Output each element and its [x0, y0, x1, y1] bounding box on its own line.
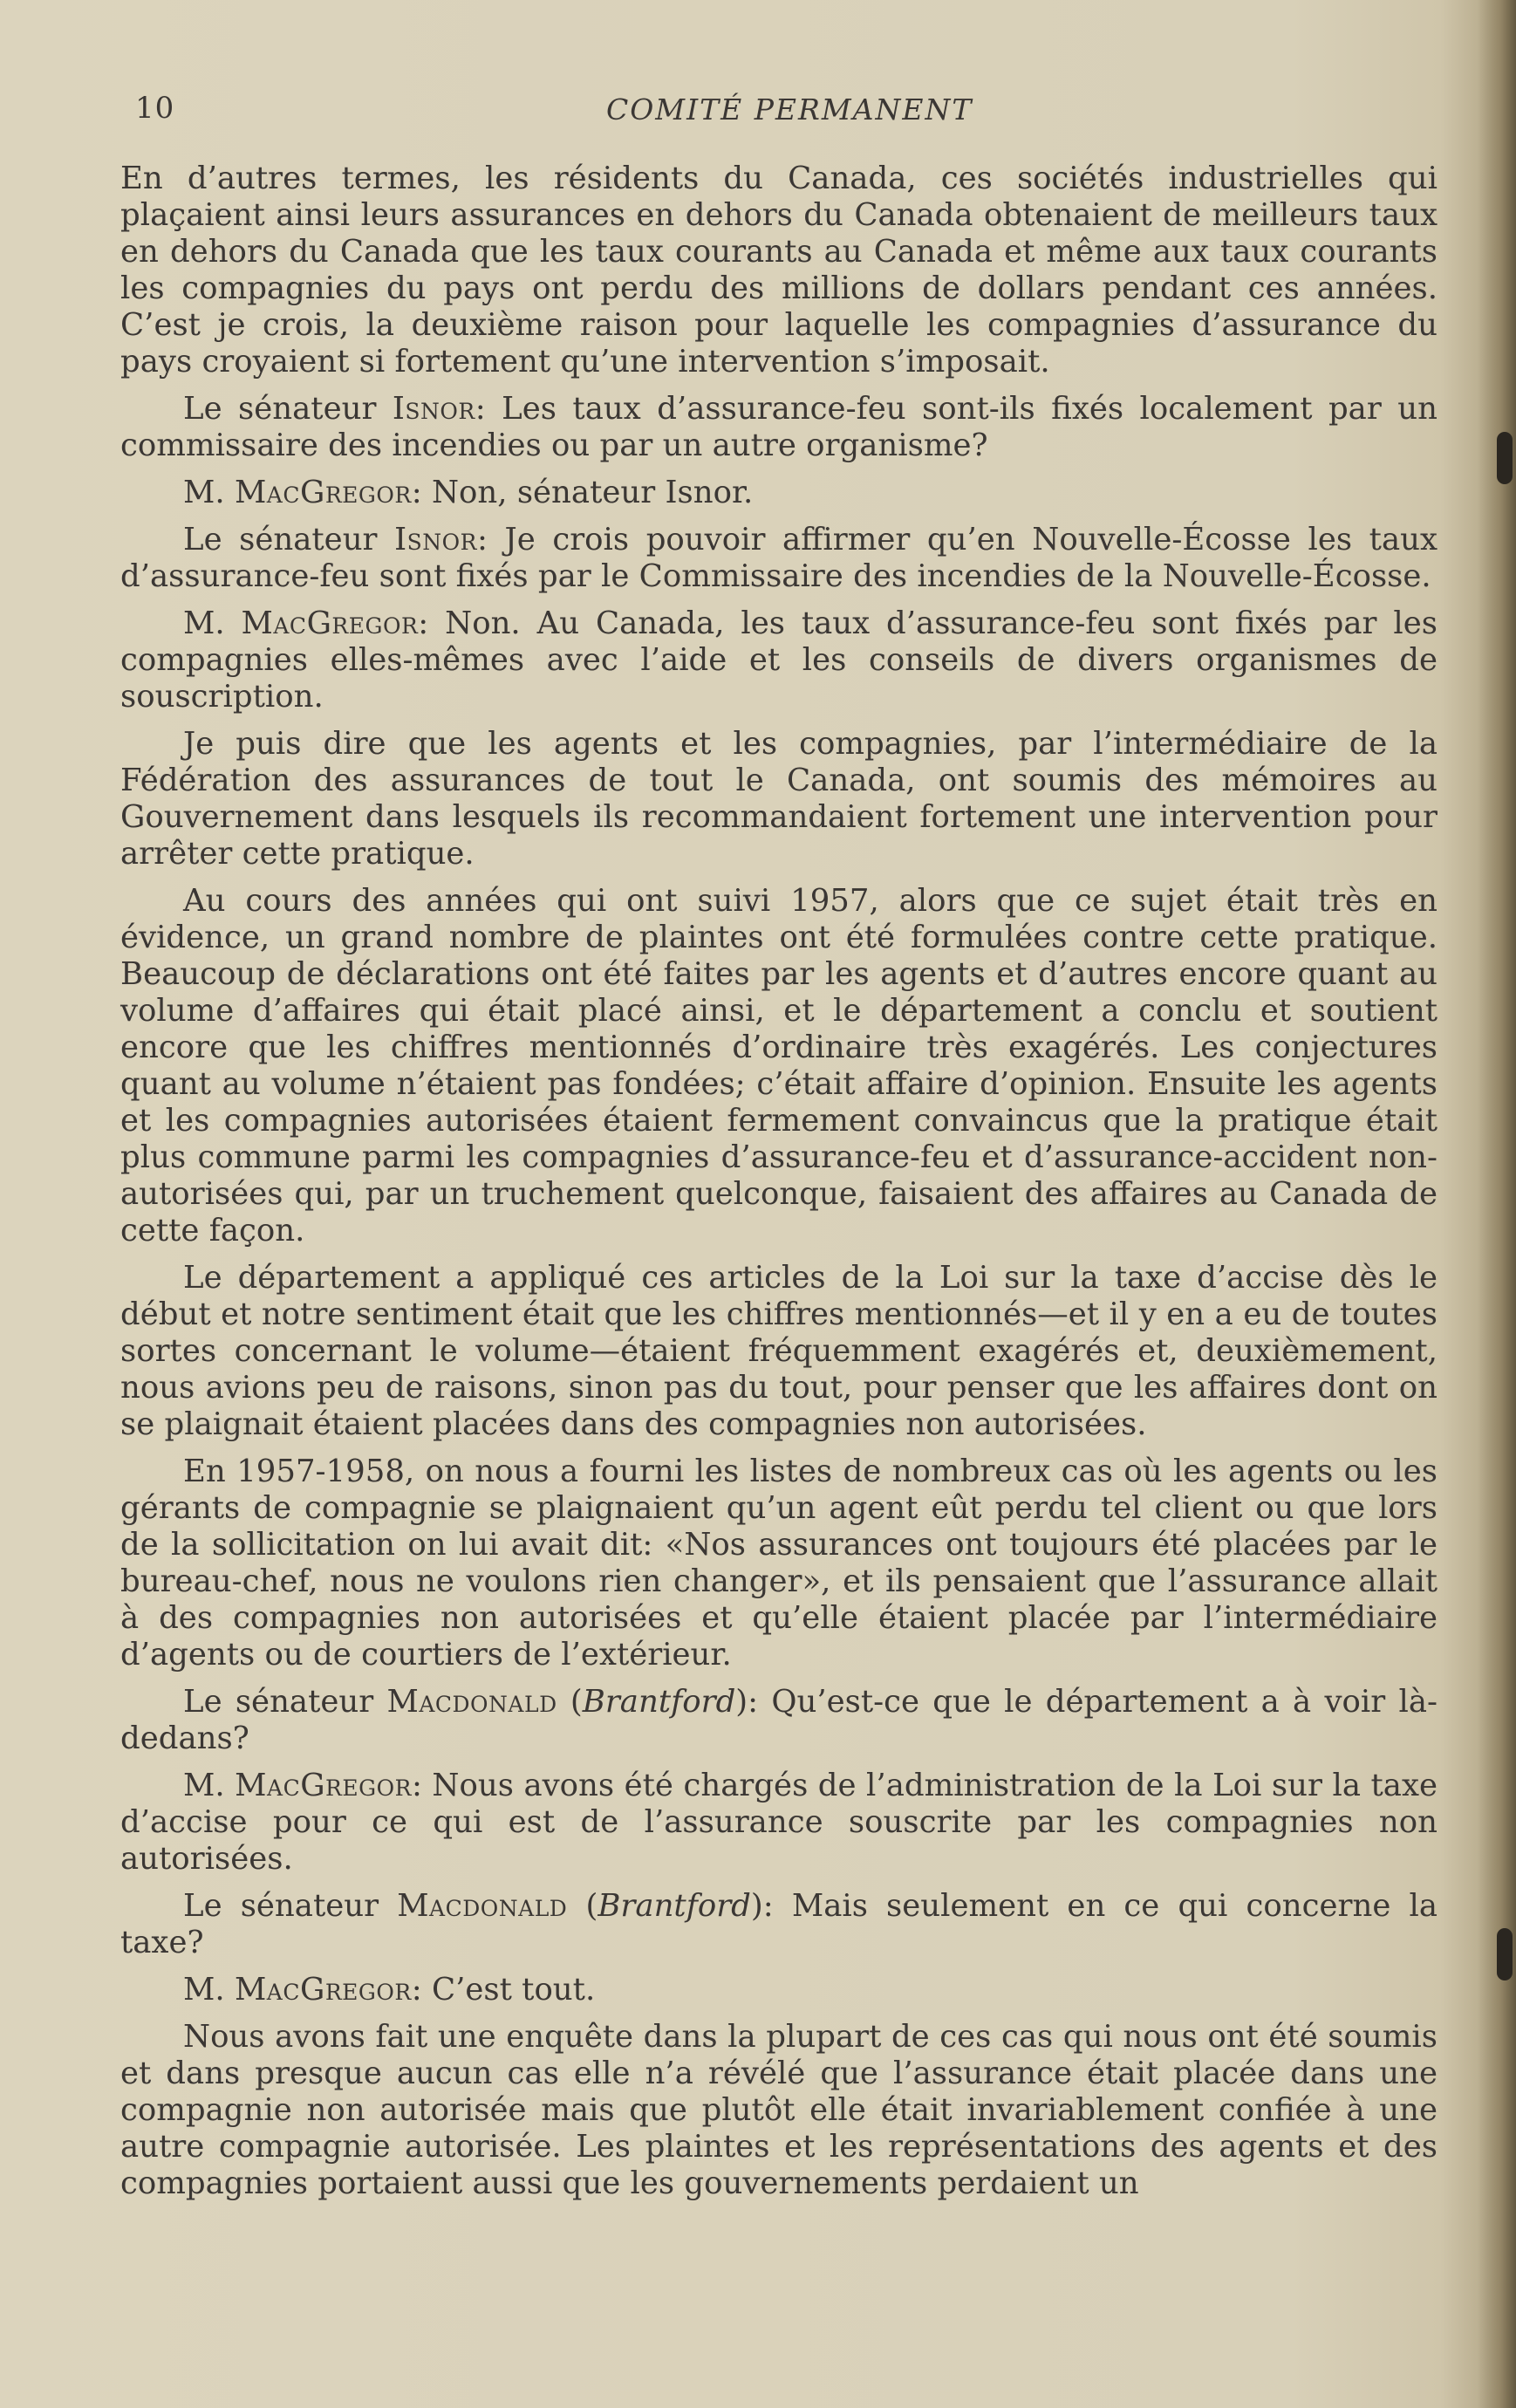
speaker-name: Isnor: [394, 522, 477, 558]
binding-hole: [1497, 432, 1513, 484]
dialogue-paragraph: Le sénateur Macdonald (Brantford): Mais seulement en ce qui concerne la taxe?: [120, 1888, 1437, 1960]
paragraph: Je puis dire que les agents et les compagnies, par l’intermédiaire de la Fédération des assurances de tout le Canada, ont soumis des mémoires au Gouvernement dans lesquels ils recommandaient fortement une intervention pour arrêter cette pratique.: [120, 726, 1437, 872]
paragraph: En d’autres termes, les résidents du Canada, ces sociétés industrielles qui plaçaient ainsi leurs assurances en dehors du Canada obtenaient de meilleurs taux en dehors du Canada que les taux courants au Canada et même aux taux courants les compagnies du pays ont perdu des millions de dollars pendant ces années. C’est je crois, la deuxième raison pour laquelle les compagnies d’assurance du pays croyaient si fortement qu’une intervention s’imposait.: [120, 161, 1437, 380]
speaker-title: Le sénateur: [183, 1888, 379, 1924]
speaker-title: Le sénateur: [183, 1684, 374, 1720]
spine-shadow: [1478, 0, 1516, 2408]
binding-hole: [1497, 1928, 1513, 1980]
speaker-riding: Brantford: [598, 1888, 751, 1924]
speaker-name: Isnor: [392, 391, 475, 427]
paragraph: En 1957-1958, on nous a fourni les listes de nombreux cas où les agents ou les gérants de compagnie se plaignaient qu’un agent eût perdu tel client ou que lors de la sollicitation on lui avait dit: «Nos assurances ont toujours été placées par le bureau-chef, nous ne voulons rien changer», et ils pensaient que l’assurance allait à des compagnies non autorisées et qu’elle étaient placée par l’intermédiaire d’agents ou de courtiers de l’extérieur.: [120, 1454, 1437, 1673]
dialogue-paragraph: M. MacGregor: C’est tout.: [183, 1972, 596, 2008]
speaker-title: M.: [183, 1972, 225, 2008]
speaker-name: MacGregor: [235, 1768, 412, 1803]
speaker-title: Le sénateur: [183, 391, 377, 427]
speaker-title: Le sénateur: [183, 522, 378, 558]
running-title: COMITÉ PERMANENT: [606, 92, 973, 127]
speaker-title: M.: [183, 605, 225, 641]
speaker-title: M.: [183, 1768, 225, 1803]
speaker-name: MacGregor: [241, 605, 419, 641]
running-head: [135, 91, 1444, 143]
dialogue-paragraph: Le sénateur Isnor: Je crois pouvoir affirmer qu’en Nouvelle-Écosse les taux d’assurance-feu sont fixés par le Commissaire des incendies de la Nouvelle-Écosse.: [120, 522, 1437, 594]
speaker-name: Macdonald: [386, 1684, 557, 1720]
speaker-riding: Brantford: [582, 1684, 736, 1720]
speaker-name: Macdonald: [397, 1888, 568, 1924]
speaker-name: MacGregor: [234, 1972, 412, 2008]
dialogue-paragraph: Le sénateur Isnor: Les taux d’assurance-feu sont-ils fixés localement par un commissaire des incendies ou par un autre organisme?: [120, 391, 1437, 463]
page-number: 10: [135, 91, 175, 126]
dialogue-paragraph: M. MacGregor: Non, sénateur Isnor.: [183, 475, 754, 510]
body-text: [120, 161, 1437, 2213]
paragraph: Au cours des années qui ont suivi 1957, alors que ce sujet était très en évidence, un grand nombre de plaintes ont été formulées contre cette pratique. Beaucoup de déclarations ont été faites par les agents et d’autres encore quant au volume d’affaires qui était placé ainsi, et le département a conclu et soutient encore que les chiffres mentionnés d’ordinaire très exagérés. Les conjectures quant au volume n’étaient pas fondées; c’était affaire d’opinion. Ensuite les agents et les compagnies autorisées étaient fermement convaincus que la pratique était plus commune parmi les compagnies d’assurance-feu et d’assurance-accident non-autorisées qui, par un truchement quelconque, faisaient des affaires au Canada de cette façon.: [120, 883, 1437, 1248]
speaker-title: M.: [183, 475, 225, 510]
dialogue-paragraph: M. MacGregor: Non. Au Canada, les taux d’assurance-feu sont fixés par les compagnies elles-mêmes avec l’aide et les conseils de divers organismes de souscription.: [120, 605, 1437, 715]
paragraph: Nous avons fait une enquête dans la plupart de ces cas qui nous ont été soumis et dans presque aucun cas elle n’a révélé que l’assurance était placée dans une compagnie non autorisée mais que plutôt elle était invariablement confiée à une autre compagnie autorisée. Les plaintes et les représentations des agents et des compagnies portaient aussi que les gouvernements perdaient un: [120, 2019, 1437, 2201]
dialogue-paragraph: Le sénateur Macdonald (Brantford): Qu’est-ce que le département a à voir là-dedans?: [120, 1684, 1437, 1756]
speaker-name: MacGregor: [234, 475, 412, 510]
dialogue-paragraph: M. MacGregor: Nous avons été chargés de l’administration de la Loi sur la taxe d’accise pour ce qui est de l’assurance souscrite par les compagnies non autorisées.: [120, 1768, 1437, 1877]
paragraph: Le département a appliqué ces articles de la Loi sur la taxe d’accise dès le début et notre sentiment était que les chiffres mentionnés—et il y en a eu de toutes sortes concernant le volume—étaient fréquemment exagérés et, deuxièmement, nous avions peu de raisons, sinon pas du tout, pour penser que les affaires dont on se plaignait étaient placées dans des compagnies non autorisées.: [120, 1260, 1437, 1442]
